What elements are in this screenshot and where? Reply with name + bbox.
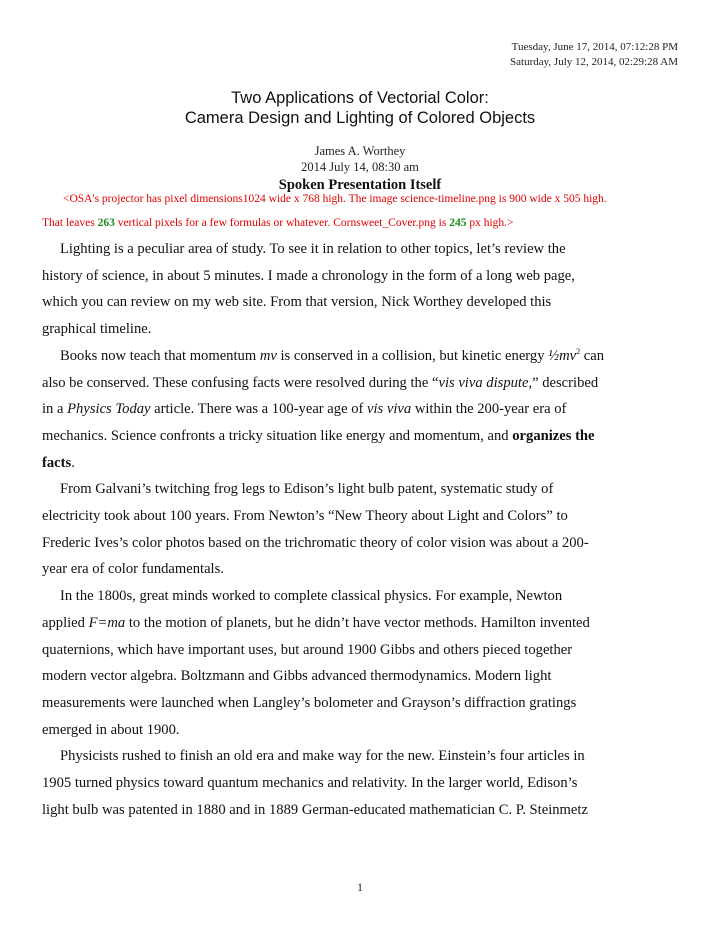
text-line: Physicists rushed to finish an old era and make way for the new. Einstein’s four articles in [60,748,585,765]
text-line: graphical timeline. [42,321,152,338]
formula-mv: mv [259,347,277,364]
text-line: measurements were launched when Langley’s bolometer and Grayson’s diffraction gratings [42,694,577,711]
bold-term: organizes the [512,427,595,444]
text-line [60,348,604,364]
text-line: light bulb was patented in 1880 and in 1889 German-educated mathematician C. P. Steinmetz [42,801,588,818]
text-line: emerged in about 1900. [42,721,180,738]
paragraph-new-era [42,743,682,823]
note-text: px high.> [466,217,514,229]
timestamp-2: Saturday, July 12, 2014, 02:29:28 AM [510,56,678,68]
text-run: also be conserved. These confusing facts were resolved during the “ [42,374,439,391]
title-line-1: Two Applications of Vectorial Color: [231,89,489,107]
paragraph-momentum [42,343,682,477]
page-number: 1 [357,880,363,894]
body-text [42,236,682,823]
text-run: ,” described [528,374,599,391]
text-line: year era of color fundamentals. [42,561,224,578]
paragraph-history [42,236,682,343]
text-line [42,375,598,391]
text-line [42,615,590,631]
text-run: can [580,347,605,364]
text-line: which you can review on my web site. From that version, Nick Worthey developed this [42,294,552,311]
text-line: electricity took about 100 years. From Newton’s “New Theory about Light and Colors” to [42,508,568,525]
text-line: From Galvani’s twitching frog legs to Edison’s light bulb patent, systematic study of [60,481,554,498]
text-run: Books now teach that momentum [60,347,260,364]
text-line [42,428,595,444]
text-run: is conserved in a collision, but kinetic energy [276,347,549,364]
italic-term: vis viva dispute [438,374,529,391]
text-line: modern vector algebra. Boltzmann and Gibbs advanced thermodynamics. Modern light [42,668,552,685]
formula-kinetic-energy: ½mv [548,347,577,364]
text-line: history of science, in about 5 minutes. I made a chronology in the form of a long web page, [42,267,575,284]
subtitle: Spoken Presentation Itself [278,177,442,193]
text-line: In the 1800s, great minds worked to complete classical physics. For example, Newton [60,588,563,605]
note-text: That leaves [42,217,98,229]
text-run: . [71,454,75,471]
text-line [42,455,75,471]
text-line: Frederic Ives’s color photos based on the trichromatic theory of color vision was about a 200- [42,534,589,551]
text-run: article. There was a 100-year age of [150,401,368,418]
note-text: vertical pixels for a few formulas or whatever. Cornsweet_Cover.png is [114,217,450,229]
text-run: within the 200-year era of [411,401,567,418]
note-number-245: 245 [449,217,467,229]
timestamp-1: Tuesday, June 17, 2014, 07:12:28 PM [511,41,678,53]
formula-f-ma: F=ma [88,614,126,631]
text-line: Lighting is a peculiar area of study. To see it in relation to other topics, let’s review the [60,241,566,257]
text-line: quaternions, which have important uses, but around 1900 Gibbs and others pieced together [42,641,573,658]
text-run: in a [42,401,68,418]
bold-term: facts [42,454,72,471]
paragraph-electricity [42,476,682,583]
note-number-263: 263 [97,217,115,229]
paragraph-classical-physics [42,583,682,743]
italic-term: vis viva [367,401,412,418]
text-run: to the motion of planets, but he didn’t have vector methods. Hamilton invented [125,614,590,631]
text-line: 1905 turned physics toward quantum mechanics and relativity. In the larger world, Edison’s [42,775,578,792]
presentation-date: 2014 July 14, 08:30 am [301,160,419,174]
title-line-2: Camera Design and Lighting of Colored Objects [184,109,536,127]
superscript: 2 [576,346,581,356]
text-run: applied [42,614,89,631]
italic-term: Physics Today [67,401,151,418]
text-run: mechanics. Science confronts a tricky situation like energy and momentum, and [42,427,513,444]
text-line [42,401,566,417]
projector-note-line-1: <OSA's projector has pixel dimensions1024 wide x 768 high. The image science-timeline.png is 900 wide x 505 high. [63,193,607,205]
author: James A. Worthey [314,144,406,158]
projector-note-line-2 [42,216,514,230]
